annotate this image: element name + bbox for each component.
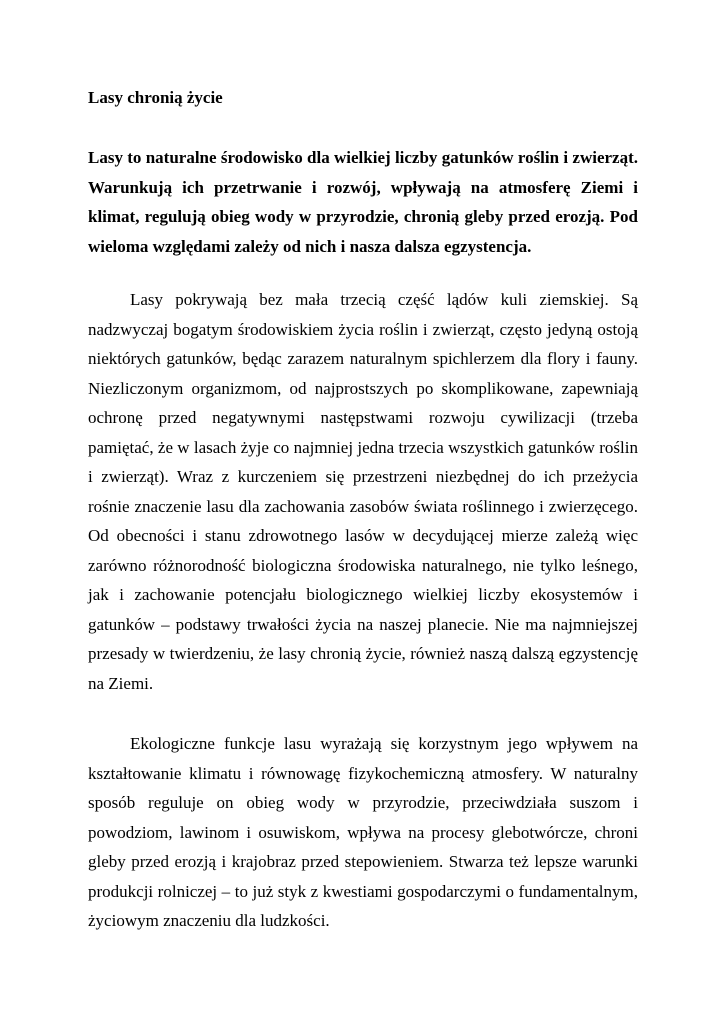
body-paragraph-1: Lasy pokrywają bez mała trzecią część lądów kuli ziemskiej. Są nadzwyczaj bogatym środowiskiem życia roślin i zwierząt, często jedyną ostoją niektórych gatunków, będąc zarazem naturalnym spichlerzem dla flory i fauny. Niezliczonym organizmom, od najprostszych po skomplikowane, zapewniają ochronę przed negatywnymi następstwami rozwoju cywilizacji (trzeba pamiętać, że w lasach żyje co najmniej jedna trzecia wszystkich gatunków roślin i zwierząt). Wraz z kurczeniem się przestrzeni niezbędnej do ich przeżycia rośnie znaczenie lasu dla zachowania zasobów świata roślinnego i zwierzęcego. Od obecności i stanu zdrowotnego lasów w decydującej mierze zależą więc zarówno różnorodność biologiczna środowiska naturalnego, nie tylko leśnego, jak i zachowanie potencjału biologicznego wielkiej liczby ekosystemów i gatunków – podstawy trwałości życia na naszej planecie. Nie ma najmniejszej przesady w twierdzeniu, że lasy chronią życie, również naszą dalszą egzystencję na Ziemi. [88, 290, 638, 693]
body-paragraph-2: Ekologiczne funkcje lasu wyrażają się korzystnym jego wpływem na kształtowanie klimatu i równowagę fizykochemiczną atmosfery. W naturalny sposób reguluje on obieg wody w przyrodzie, przeciwdziała suszom i powodziom, lawinom i osuwiskom, wpływa na procesy glebotwórcze, chroni gleby przed erozją i krajobraz przed stepowieniem. Stwarza też lepsze warunki produkcji rolniczej – to już styk z kwestiami gospodarczymi o fundamentalnym, życiowym znaczeniu dla ludzkości. [88, 734, 638, 930]
lead-paragraph: Lasy to naturalne środowisko dla wielkiej liczby gatunków roślin i zwierząt. Warunkują ich przetrwanie i rozwój, wpływają na atmosferę Ziemi i klimat, regulują obieg wody w przyrodzie, chronią gleby przed erozją. Pod wieloma względami zależy od nich i nasza dalsza egzystencja. [88, 148, 638, 256]
document-title: Lasy chronią życie [88, 88, 223, 107]
